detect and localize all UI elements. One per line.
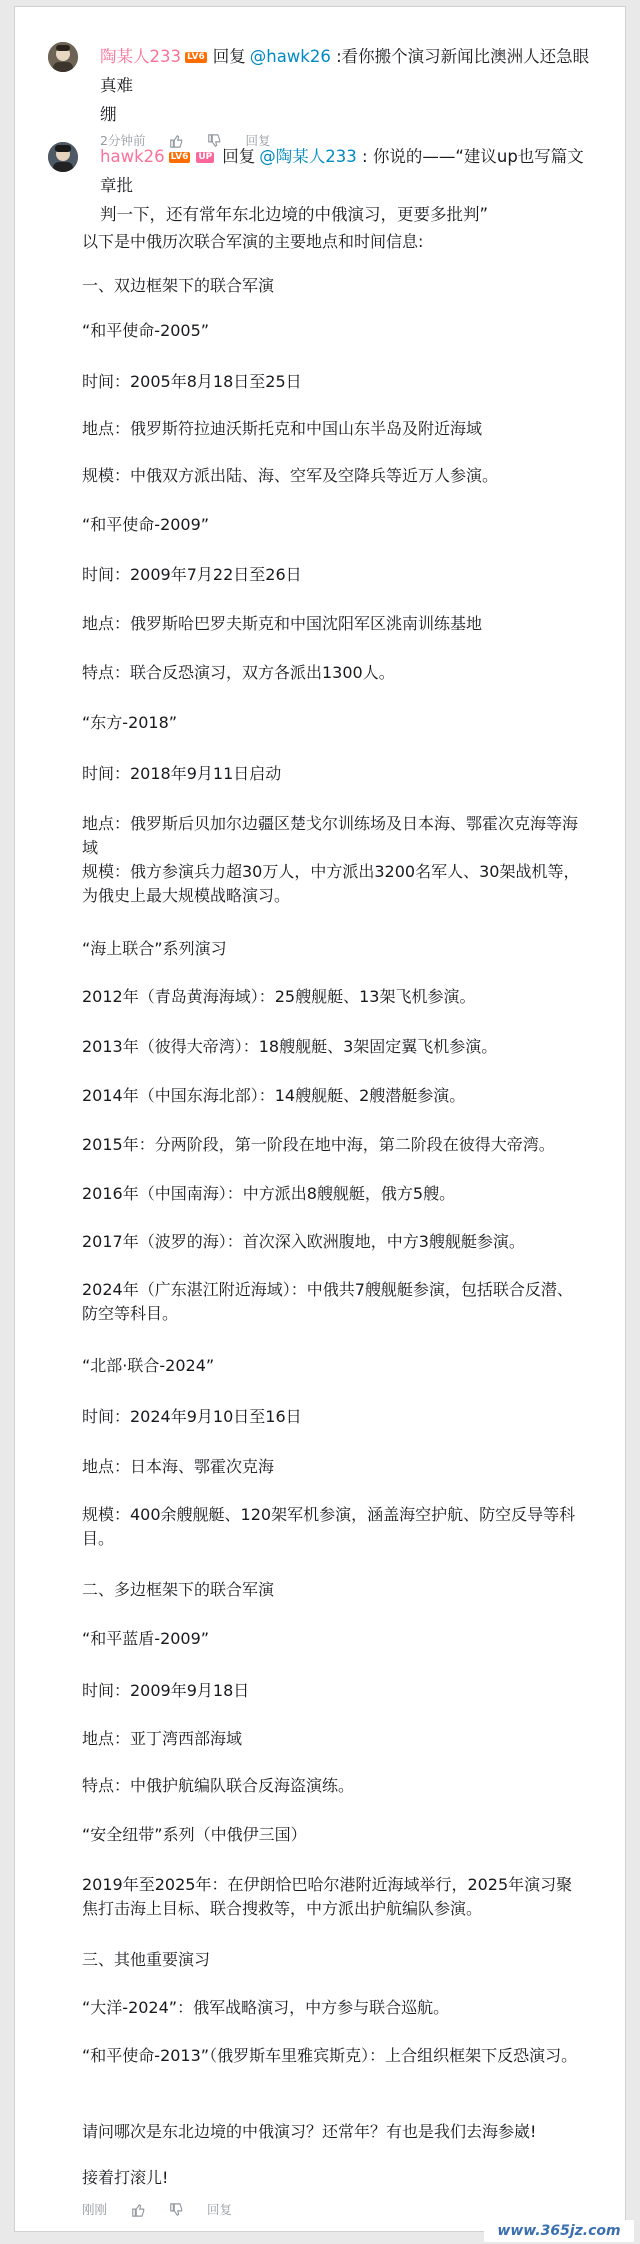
site-watermark: www.365jz.com <box>484 2220 634 2242</box>
paragraph: 时间：2009年7月22日至26日 <box>82 565 302 584</box>
comment-1-header <box>100 42 600 100</box>
thumb-up-icon <box>131 2203 145 2217</box>
comment-2-actions <box>82 2200 256 2220</box>
paragraph: 请问哪次是东北边境的中俄演习？还常年？有也是我们去海参崴! <box>82 2122 537 2141</box>
paragraph: 规模：俄方参演兵力超30万人，中方派出3200名军人、30架战机等，为俄史上最大规模战略演习。 <box>82 862 580 905</box>
like-button[interactable] <box>131 2203 145 2217</box>
comment-text: :看你搬个演习新闻比澳洲人还急眼真难 <box>100 47 590 95</box>
paragraph: 2013年（彼得大帝湾）：18艘舰艇、3架固定翼飞机参演。 <box>82 1037 498 1056</box>
dislike-button[interactable] <box>169 2203 183 2217</box>
timestamp: 刚刚 <box>82 2202 108 2217</box>
level-badge: LV6 <box>170 152 189 162</box>
paragraph: “安全纽带”系列（中俄伊三国） <box>82 1825 307 1844</box>
mention-link[interactable]: @hawk26 <box>249 47 331 66</box>
paragraph: 特点：联合反恐演习，双方各派出1300人。 <box>82 663 395 682</box>
paragraph: 时间：2024年9月10日至16日 <box>82 1407 302 1426</box>
paragraph: 时间：2009年9月18日 <box>82 1681 250 1700</box>
paragraph: 2012年（青岛黄海海域）：25艘舰艇、13架飞机参演。 <box>82 987 476 1006</box>
paragraph: 2017年（波罗的海）：首次深入欧洲腹地，中方3艘舰艇参演。 <box>82 1232 525 1251</box>
timestamp: 2分钟前 <box>100 133 146 148</box>
username[interactable]: hawk26 <box>100 147 165 166</box>
comment-1 <box>100 42 600 151</box>
paragraph: “和平使命-2013”（俄罗斯车里雅宾斯克）：上合组织框架下反恐演习。 <box>82 2046 578 2065</box>
paragraph: 地点：俄罗斯后贝加尔边疆区楚戈尔训练场及日本海、鄂霍次克海等海域 <box>82 814 579 857</box>
reply-label: 回复 <box>212 47 246 66</box>
paragraph: 时间：2018年9月11日启动 <box>82 764 282 783</box>
comment-text: : 你说的——“建议up也写篇文章批 <box>100 147 584 195</box>
reply-button[interactable]: 回复 <box>207 2202 233 2217</box>
paragraph: 地点：俄罗斯符拉迪沃斯托克和中国山东半岛及附近海域 <box>82 419 483 438</box>
avatar[interactable] <box>48 42 78 72</box>
paragraph: “北部·联合-2024” <box>82 1356 215 1375</box>
paragraph: 2019年至2025年：在伊朗恰巴哈尔港附近海域举行，2025年演习聚焦打击海上目标、联合搜救等，中方派出护航编队参演。 <box>82 1875 573 1918</box>
paragraph: 接着打滚儿! <box>82 2168 169 2187</box>
mention-link[interactable]: @陶某人233 <box>259 147 357 166</box>
paragraph: 2024年（广东湛江附近海域）：中俄共7艘舰艇参演，包括联合反潜、防空等科目。 <box>82 1280 573 1323</box>
paragraph: 规模：中俄双方派出陆、海、空军及空降兵等近万人参演。 <box>82 466 499 485</box>
comment-2-header <box>100 142 600 200</box>
reply-button[interactable]: 回复 <box>245 133 271 148</box>
paragraph: 特点：中俄护航编队联合反海盗演练。 <box>82 1776 355 1795</box>
paragraph: “海上联合”系列演习 <box>82 939 227 958</box>
username[interactable]: 陶某人233 <box>100 47 181 66</box>
paragraph: “和平使命-2009” <box>82 515 210 534</box>
paragraph: 时间：2005年8月18日至25日 <box>82 372 302 391</box>
thumb-down-icon <box>169 2203 183 2217</box>
reply-label: 回复 <box>222 147 256 166</box>
section-heading: 一、双边框架下的联合军演 <box>82 276 275 295</box>
paragraph: 2015年：分两阶段，第一阶段在地中海，第二阶段在彼得大帝湾。 <box>82 1135 555 1154</box>
section-heading: 三、其他重要演习 <box>82 1950 211 1969</box>
paragraph: 规模：400余艘舰艇、120架军机参演，涵盖海空护航、防空反导等科目。 <box>82 1505 576 1548</box>
avatar[interactable] <box>48 142 78 172</box>
comment-text-line2: 判一下，还有常年东北边境的中俄演习，更要多批判” <box>100 205 489 224</box>
paragraph: “大洋-2024”：俄军战略演习，中方参与联合巡航。 <box>82 1998 450 2017</box>
comment-text-line2: 绷 <box>100 105 117 124</box>
paragraph: 2016年（中国南海）：中方派出8艘舰艇，俄方5艘。 <box>82 1184 456 1203</box>
paragraph: 地点：亚丁湾西部海域 <box>82 1729 243 1748</box>
paragraph: “和平蓝盾-2009” <box>82 1629 210 1648</box>
paragraph: 地点：俄罗斯哈巴罗夫斯克和中国沈阳军区洮南训练基地 <box>82 614 483 633</box>
paragraph: “和平使命-2005” <box>82 321 210 340</box>
paragraph: 地点：日本海、鄂霍次克海 <box>82 1457 275 1476</box>
section-heading: 二、多边框架下的联合军演 <box>82 1580 275 1599</box>
up-badge: UP <box>198 152 213 162</box>
paragraph: 2014年（中国东海北部）：14艘舰艇、2艘潜艇参演。 <box>82 1086 466 1105</box>
comment-2 <box>100 142 600 229</box>
paragraph: “东方-2018” <box>82 713 178 732</box>
level-badge: LV6 <box>187 52 205 62</box>
paragraph: 以下是中俄历次联合军演的主要地点和时间信息: <box>82 232 424 251</box>
